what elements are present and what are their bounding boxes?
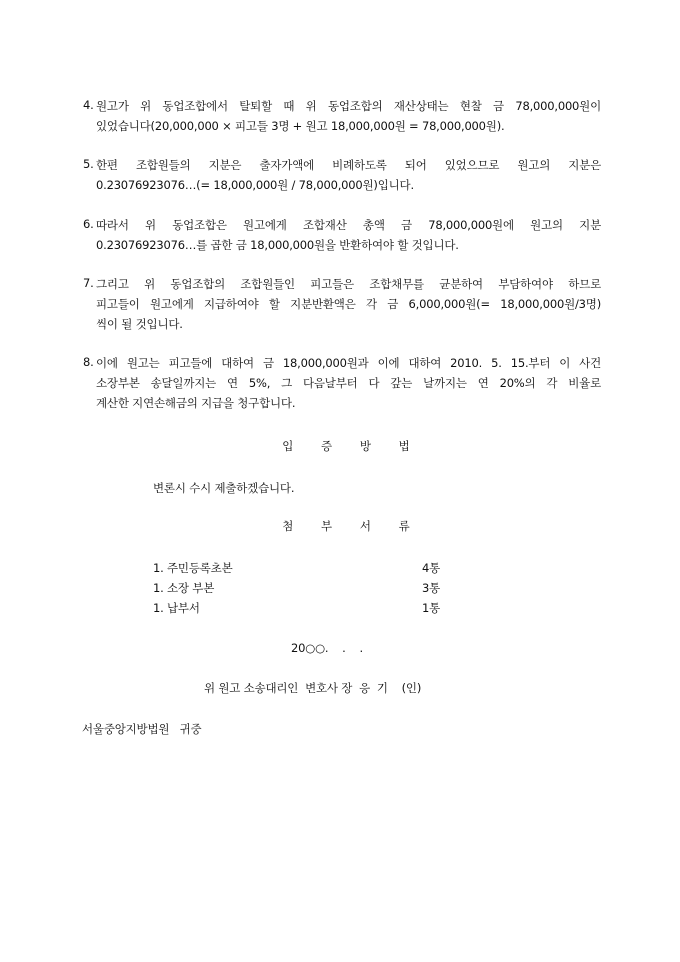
paragraph-4 — [83, 98, 603, 138]
paragraph-line: 그리고 위 동업조합의 조합원들인 피고들은 조합채무를 균분하여 부담하여야 하므로 — [96, 277, 601, 291]
attachment-item-count: 4통 — [422, 561, 441, 575]
paragraph-line: 씩이 될 것입니다. — [96, 317, 183, 331]
paragraph-line: 0.23076923076…를 곱한 금 18,000,000원을 반환하여야 할 것입니다. — [96, 238, 459, 252]
attachment-item-name: 1. 주민등록초본 — [153, 561, 233, 575]
paragraph-number: 6. — [83, 217, 94, 231]
paragraph-8 — [83, 355, 603, 415]
paragraph-number: 4. — [83, 98, 94, 112]
paragraph-line: 소장부본 송달일까지는 연 5%, 그 다음날부터 다 갚는 날까지는 연 20%의 각 비율로 — [96, 376, 601, 390]
paragraph-line: 0.23076923076…(= 18,000,000원 / 78,000,000원)입니다. — [96, 178, 414, 192]
attachment-item-name: 1. 소장 부본 — [153, 581, 215, 595]
paragraph-line: 있었습니다(20,000,000 × 피고들 3명 + 원고 18,000,000원 = 78,000,000원). — [96, 119, 505, 133]
attachment-item-count: 3통 — [422, 581, 441, 595]
paragraph-line: 한편 조합원들의 지분은 출자가액에 비례하도록 되어 있었으므로 원고의 지분은 — [96, 158, 601, 172]
paragraph-line: 원고가 위 동업조합에서 탈퇴할 때 위 동업조합의 재산상태는 현찰 금 78,000,000원이 — [96, 99, 601, 113]
paragraph-line: 따라서 위 동업조합은 원고에게 조합재산 총액 금 78,000,000원에 원고의 지분 — [96, 218, 601, 232]
paragraph-7 — [83, 276, 603, 336]
paragraph-number: 5. — [83, 157, 94, 171]
attachment-item-name: 1. 납부서 — [153, 601, 200, 615]
document-date: 20○○. . . — [291, 641, 363, 655]
attachments-heading: 첨 부 서 류 — [282, 519, 422, 533]
paragraph-5 — [83, 157, 603, 197]
signature-line: 위 원고 소송대리인 변호사 장 응 기 (인) — [204, 681, 422, 695]
paragraph-number: 7. — [83, 276, 94, 290]
paragraph-line: 계산한 지연손해금의 지급을 청구합니다. — [96, 396, 296, 410]
paragraph-number: 8. — [83, 355, 94, 369]
evidence-text: 변론시 수시 제출하겠습니다. — [153, 481, 295, 495]
paragraph-6 — [83, 217, 603, 257]
paragraph-line: 이에 원고는 피고들에 대하여 금 18,000,000원과 이에 대하여 2010. 5. 15.부터 이 사건 — [96, 356, 601, 370]
evidence-heading: 입 증 방 법 — [282, 439, 422, 453]
attachment-item-count: 1통 — [422, 601, 441, 615]
paragraph-line: 피고들이 원고에게 지급하여야 할 지분반환액은 각 금 6,000,000원(= 18,000,000원/3명) — [96, 297, 601, 311]
court-addressee: 서울중앙지방법원 귀중 — [82, 722, 202, 736]
